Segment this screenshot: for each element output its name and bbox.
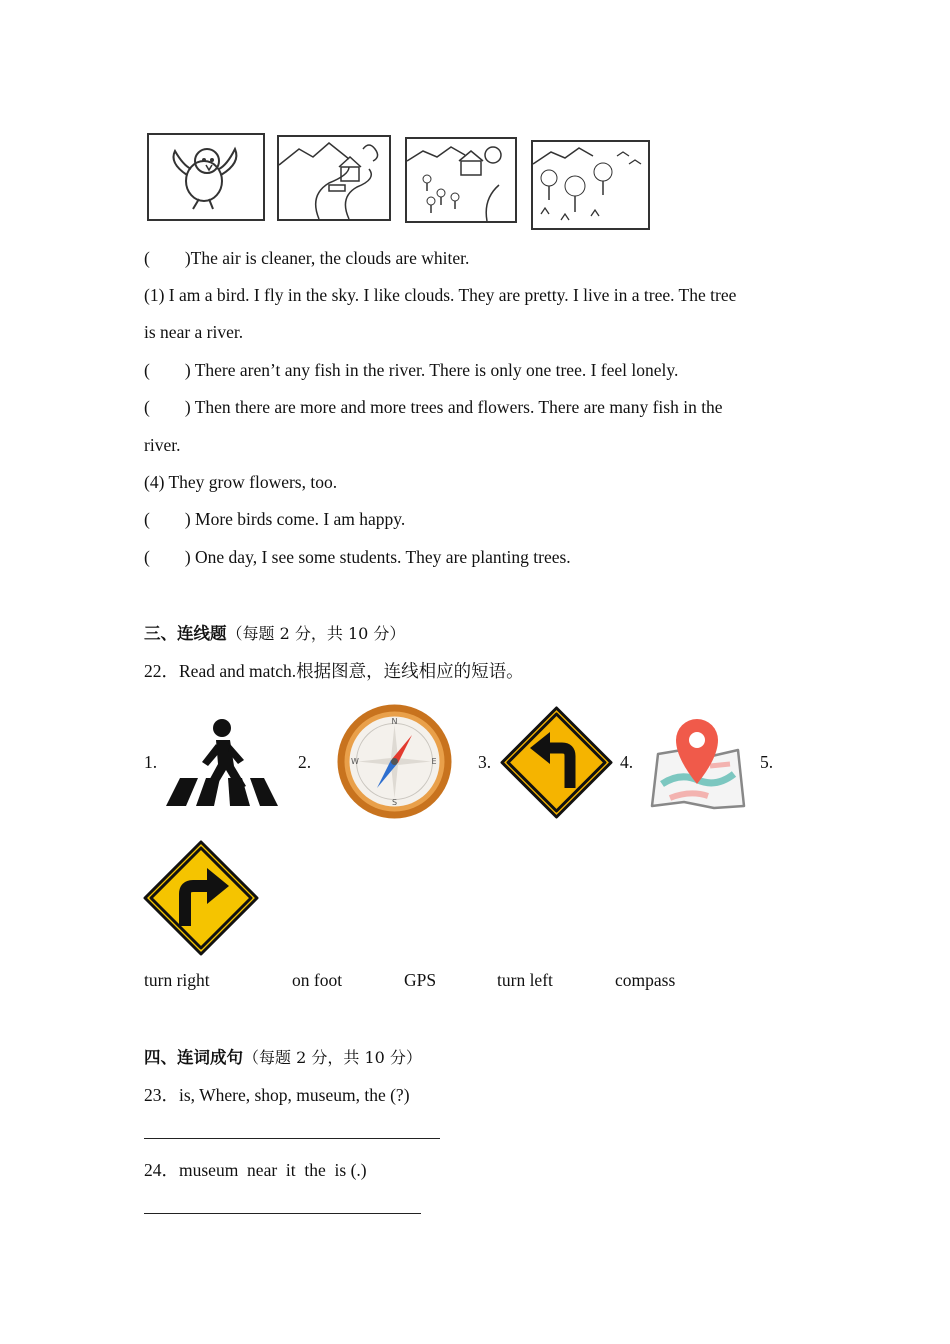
section-3-score: （每题 2 分，共 10 分）: [226, 624, 406, 643]
phrase-turn-left: turn left: [497, 970, 553, 990]
item-number-4: 4.: [620, 752, 634, 772]
pedestrian-crossing-icon: [164, 716, 280, 808]
map-pin-icon: [650, 714, 746, 810]
story-line: (4) They grow flowers, too.: [144, 472, 338, 492]
section-3-heading: [144, 620, 405, 644]
item-number-3: 3.: [478, 752, 492, 772]
compass-letter-n: N: [391, 717, 398, 726]
answer-blank-24[interactable]: [144, 1213, 421, 1214]
turn-right-sign-icon: [143, 840, 259, 956]
item-number-1: 1.: [144, 752, 158, 772]
item-number-5: 5.: [760, 752, 774, 772]
question-24: 24．museum near it the is (.): [144, 1160, 367, 1180]
story-picture-river: [277, 135, 391, 221]
phrase-on-foot: on foot: [292, 970, 343, 990]
question-23: 23．is, Where, shop, museum, the (?): [144, 1085, 410, 1105]
story-line: (1) I am a bird. I fly in the sky. I like clouds. They are pretty. I live in a tree. The tree: [144, 285, 737, 305]
story-line: ( ) Then there are more and more trees and flowers. There are many fish in the: [144, 397, 723, 417]
story-line: river.: [144, 435, 181, 455]
story-picture-students: [405, 137, 517, 223]
story-picture-trees: [531, 140, 650, 230]
compass-icon: [336, 703, 453, 820]
answer-blank-23[interactable]: [144, 1138, 440, 1139]
story-line: ( ) One day, I see some students. They are planting trees.: [144, 547, 571, 567]
story-line: is near a river.: [144, 322, 244, 342]
item-number-2: 2.: [298, 752, 312, 772]
phrase-gps: GPS: [404, 970, 437, 990]
story-line: ( ) There aren’t any fish in the river. There is only one tree. I feel lonely.: [144, 360, 679, 380]
compass-letter-w: W: [351, 757, 359, 766]
question-22: 22．Read and match.根据图意，连线相应的短语。: [144, 661, 524, 681]
story-picture-bird: [147, 133, 265, 221]
section-4-title: 四、连词成句: [144, 1048, 243, 1067]
story-line: ( ) More birds come. I am happy.: [144, 509, 406, 529]
turn-left-sign-icon: [500, 706, 613, 819]
phrase-compass: compass: [615, 970, 676, 990]
section-3-title: 三、连线题: [144, 624, 227, 643]
section-4-score: （每题 2 分，共 10 分）: [243, 1048, 422, 1067]
compass-letter-e: E: [431, 757, 437, 766]
section-4-heading: [144, 1044, 422, 1068]
phrase-turn-right: turn right: [144, 970, 210, 990]
compass-letter-s: S: [391, 798, 398, 807]
story-line: ( )The air is cleaner, the clouds are whiter.: [144, 248, 470, 268]
